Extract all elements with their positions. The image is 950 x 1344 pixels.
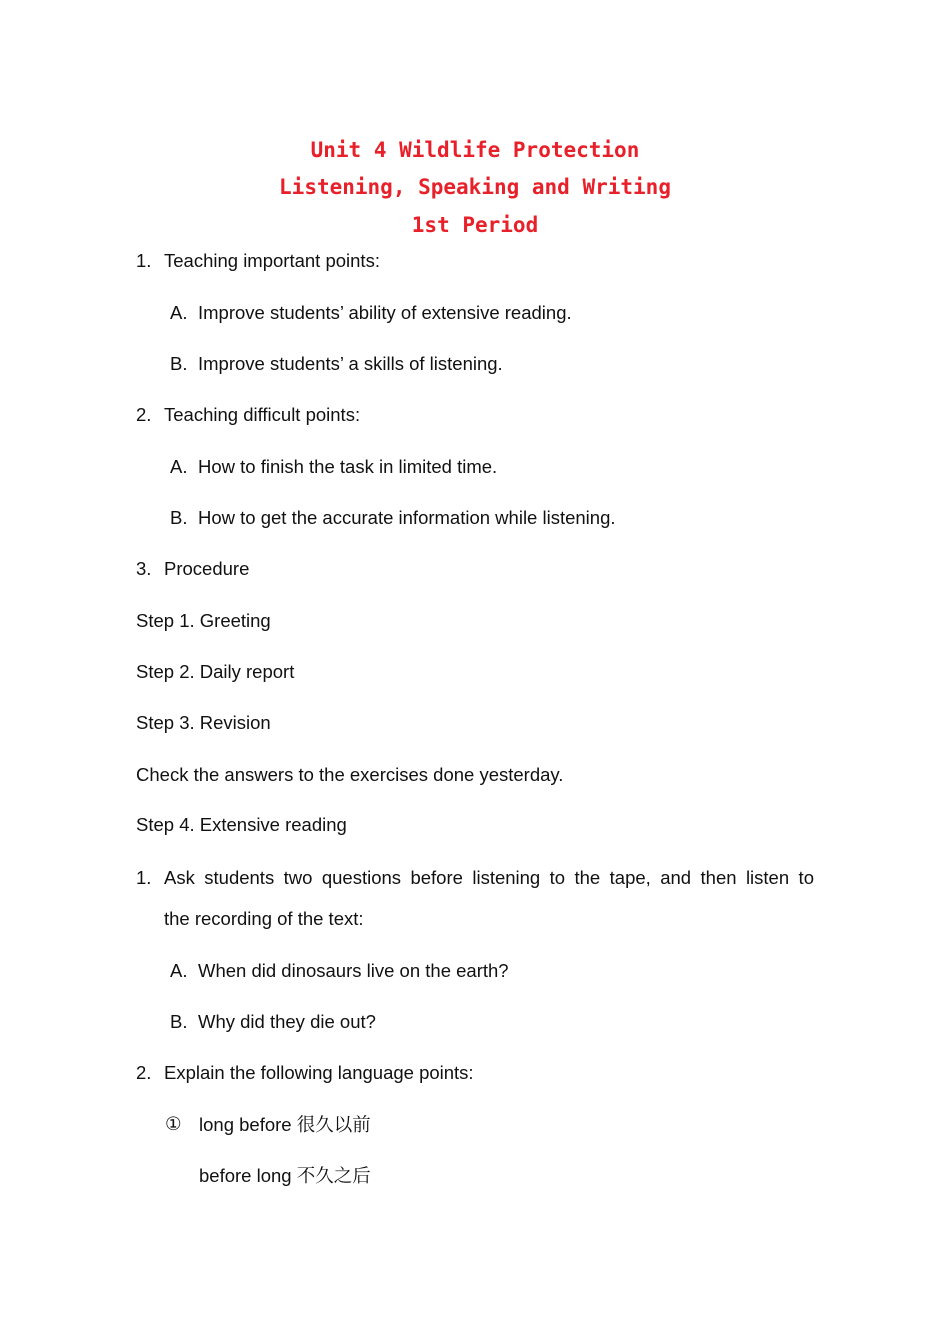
title-line-2: Listening, Speaking and Writing (279, 175, 671, 199)
section-1-number: 1. (136, 250, 152, 271)
step-2: Step 2. Daily report (136, 661, 295, 682)
language-point-2 (199, 1165, 371, 1188)
point-1a-text: Improve students’ ability of extensive reading. (198, 302, 572, 323)
step-1: Step 1. Greeting (136, 610, 271, 631)
point-1a-marker: A. (170, 302, 188, 323)
point-2b-text: How to get the accurate information while listening. (198, 507, 616, 528)
reading-item-2-text: Explain the following language points: (164, 1062, 474, 1083)
language-point-1-chinese: 很久以前 (296, 1115, 371, 1136)
title-line-3: 1st Period (411, 213, 539, 237)
question-b-marker: B. (170, 1011, 188, 1032)
language-point-1-english: long before (199, 1114, 292, 1135)
section-2-number: 2. (136, 404, 152, 425)
language-point-1-marker: ① (165, 1114, 182, 1135)
section-3-number: 3. (136, 558, 152, 579)
point-1b-marker: B. (170, 353, 188, 374)
step-3: Step 3. Revision (136, 712, 271, 733)
question-a-marker: A. (170, 960, 188, 981)
language-point-2-english: before long (199, 1165, 292, 1186)
reading-item-1-line-2: the recording of the text: (164, 908, 364, 929)
point-1b-text: Improve students’ a skills of listening. (198, 353, 503, 374)
reading-item-1-number: 1. (136, 867, 152, 888)
question-a-text: When did dinosaurs live on the earth? (198, 960, 509, 981)
step-4: Step 4. Extensive reading (136, 814, 347, 835)
language-point-1 (199, 1114, 371, 1137)
title-line-1: Unit 4 Wildlife Protection (310, 138, 640, 162)
reading-item-1-line-1: Ask students two questions before listening to the tape, and then listen to (164, 867, 814, 888)
point-2a-text: How to finish the task in limited time. (198, 456, 498, 477)
section-1-heading: Teaching important points: (164, 250, 380, 271)
language-point-2-chinese: 不久之后 (296, 1166, 371, 1187)
question-b-text: Why did they die out? (198, 1011, 376, 1032)
check-answers-text: Check the answers to the exercises done yesterday. (136, 764, 564, 785)
reading-item-2-number: 2. (136, 1062, 152, 1083)
section-2-heading: Teaching difficult points: (164, 404, 361, 425)
section-3-heading: Procedure (164, 558, 250, 579)
point-2a-marker: A. (170, 456, 188, 477)
point-2b-marker: B. (170, 507, 188, 528)
